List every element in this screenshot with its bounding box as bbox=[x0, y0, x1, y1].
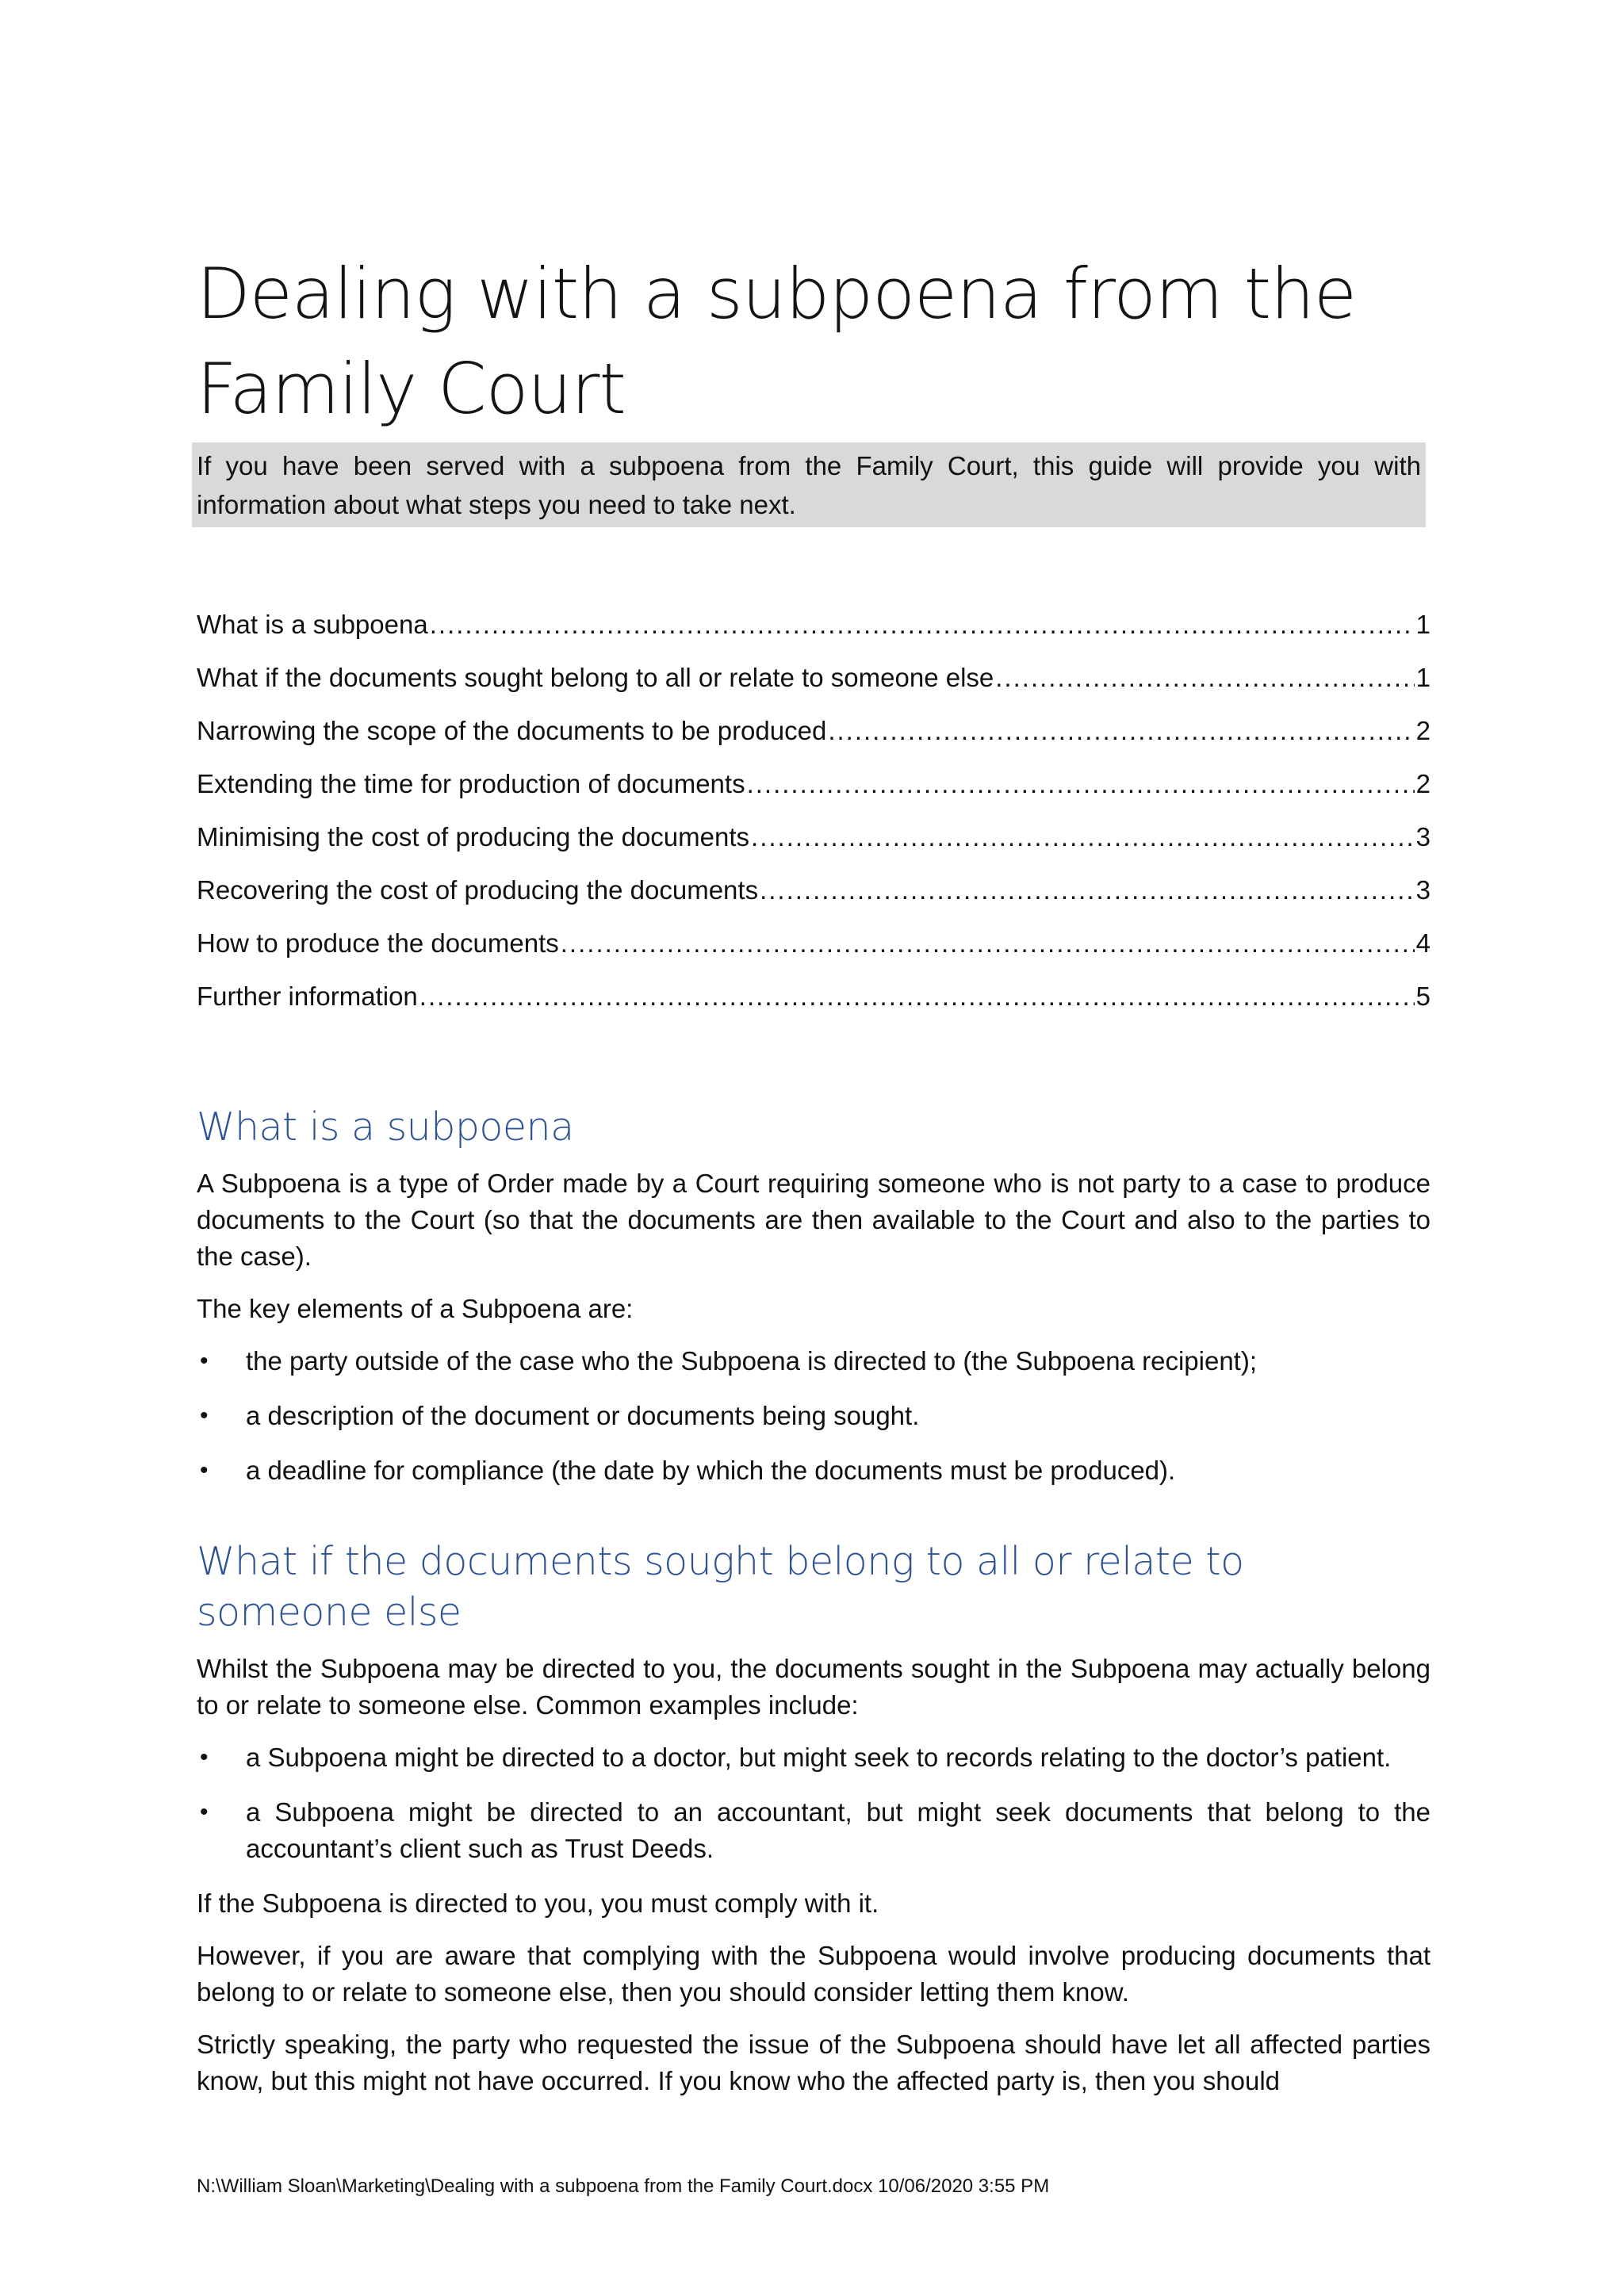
toc-leader-dots bbox=[760, 871, 1415, 909]
toc-entry-label: How to produce the documents bbox=[197, 928, 559, 958]
toc-entry[interactable] bbox=[197, 659, 1431, 712]
toc-entry[interactable] bbox=[197, 606, 1431, 659]
section-heading: What is a subpoena bbox=[197, 1104, 574, 1150]
table-of-contents bbox=[197, 606, 1431, 1031]
toc-entry[interactable] bbox=[197, 818, 1431, 871]
section-heading: What if the documents sought belong to all or relate to someone else bbox=[197, 1539, 1244, 1635]
toc-entry-label: Further information bbox=[197, 982, 418, 1011]
paragraph: Strictly speaking, the party who requested the issue of the Subpoena should have let all affected parties know, but this might not have occurred. If you know who the affected party is, then you should bbox=[197, 2030, 1431, 2095]
toc-entry[interactable] bbox=[197, 978, 1431, 1031]
toc-entry-label: Recovering the cost of producing the documents bbox=[197, 875, 759, 905]
toc-entry-page: 5 bbox=[1415, 982, 1431, 1011]
list-item bbox=[197, 1739, 1431, 1776]
toc-leader-dots bbox=[561, 924, 1415, 962]
toc-entry-label: Minimising the cost of producing the documents bbox=[197, 822, 750, 851]
bullet-icon: • bbox=[200, 1799, 209, 1825]
paragraph: Whilst the Subpoena may be directed to you, the documents sought in the Subpoena may actually belong to or relate to someone else. Common examples include: bbox=[197, 1654, 1431, 1720]
bullet-list bbox=[197, 1343, 1431, 1489]
bullet-list bbox=[197, 1739, 1431, 1867]
list-item-text: a Subpoena might be directed to a doctor, but might seek to records relating to the doctor’s patient. bbox=[246, 1743, 1392, 1772]
bullet-icon: • bbox=[200, 1348, 209, 1374]
toc-leader-dots bbox=[419, 978, 1415, 1016]
toc-leader-dots bbox=[828, 712, 1414, 750]
list-item-text: a deadline for compliance (the date by which the documents must be produced). bbox=[246, 1456, 1176, 1485]
paragraph: A Subpoena is a type of Order made by a Court requiring someone who is not party to a case to produce documents to the Court (so that the documents are then available to the Court and also to the parties to the case). bbox=[197, 1169, 1431, 1271]
list-item-text: a Subpoena might be directed to an accountant, but might seek documents that belong to the accountant’s client such as Trust Deeds. bbox=[246, 1797, 1431, 1863]
list-item-text: a description of the document or documents being sought. bbox=[246, 1401, 920, 1430]
toc-leader-dots bbox=[751, 818, 1415, 856]
toc-entry-page: 3 bbox=[1415, 875, 1431, 905]
toc-entry-label: What is a subpoena bbox=[197, 610, 428, 639]
bullet-icon: • bbox=[200, 1744, 209, 1770]
toc-entry-page: 3 bbox=[1415, 822, 1431, 851]
list-item bbox=[197, 1398, 1431, 1434]
bullet-icon: • bbox=[200, 1402, 209, 1429]
toc-entry-page: 2 bbox=[1415, 716, 1431, 745]
toc-entry[interactable] bbox=[197, 712, 1431, 765]
section-what-is-a-subpoena bbox=[197, 1102, 1431, 1507]
document-title: Dealing with a subpoena from the Family Court bbox=[197, 252, 1357, 430]
toc-entry-label: Extending the time for production of documents bbox=[197, 769, 745, 798]
list-item bbox=[197, 1794, 1431, 1867]
toc-leader-dots bbox=[995, 659, 1414, 697]
list-item bbox=[197, 1343, 1431, 1380]
intro-callout: If you have been served with a subpoena from the Family Court, this guide will provide you with information about what steps you need to take next. bbox=[192, 442, 1426, 527]
paragraph: If the Subpoena is directed to you, you must comply with it. bbox=[197, 1888, 879, 1918]
toc-leader-dots bbox=[430, 606, 1415, 644]
paragraph: The key elements of a Subpoena are: bbox=[197, 1294, 634, 1323]
section-documents-belong-to-someone-else bbox=[197, 1536, 1431, 2115]
paragraph: However, if you are aware that complying with the Subpoena would involve producing documents that belong to or relate to someone else, then you should consider letting them know. bbox=[197, 1941, 1431, 2007]
toc-entry-page: 1 bbox=[1415, 663, 1431, 692]
list-item bbox=[197, 1452, 1431, 1489]
list-item-text: the party outside of the case who the Subpoena is directed to (the Subpoena recipient); bbox=[246, 1346, 1257, 1376]
toc-entry-page: 1 bbox=[1415, 610, 1431, 639]
toc-entry[interactable] bbox=[197, 924, 1431, 978]
document-footer-path: N:\William Sloan\Marketing\Dealing with a subpoena from the Family Court.docx 10/06/2020 3:55 PM bbox=[197, 2175, 1050, 2197]
toc-leader-dots bbox=[747, 765, 1415, 803]
toc-entry[interactable] bbox=[197, 871, 1431, 924]
toc-entry-page: 2 bbox=[1415, 769, 1431, 798]
toc-entry-label: What if the documents sought belong to all or relate to someone else bbox=[197, 663, 994, 692]
bullet-icon: • bbox=[200, 1457, 209, 1483]
toc-entry-page: 4 bbox=[1415, 928, 1431, 958]
toc-entry[interactable] bbox=[197, 765, 1431, 818]
toc-entry-label: Narrowing the scope of the documents to be produced bbox=[197, 716, 827, 745]
